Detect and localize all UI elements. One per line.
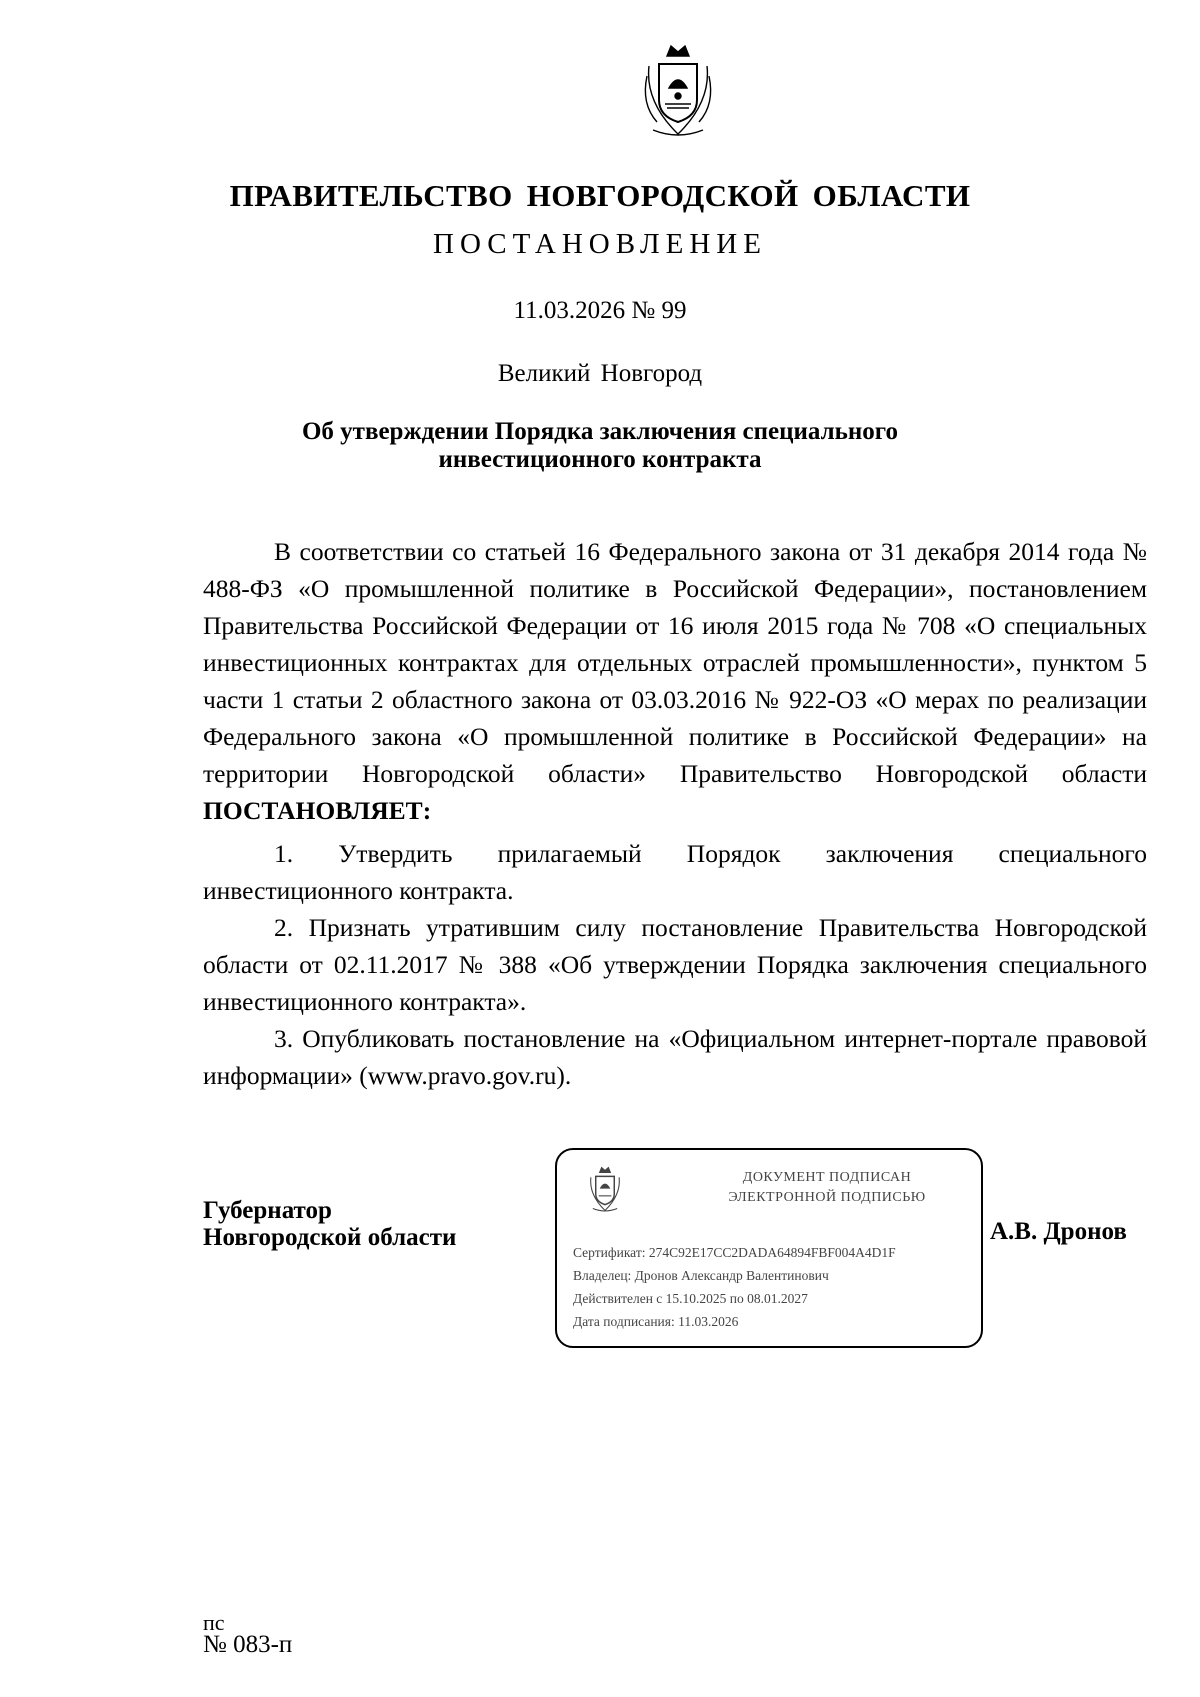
coat-of-arms-icon bbox=[585, 1164, 625, 1216]
signer-position-line2: Новгородской области bbox=[203, 1224, 457, 1251]
stamp-validity: Действителен с 15.10.2025 по 08.01.2027 bbox=[573, 1291, 808, 1306]
stamp-heading-line2: ЭЛЕКТРОННОЙ ПОДПИСЬЮ bbox=[728, 1190, 926, 1205]
stamp-heading bbox=[677, 1168, 977, 1208]
stamp-signing-date: Дата подписания: 11.03.2026 bbox=[573, 1314, 739, 1329]
document-title-line1: Об утверждении Порядка заключения специального bbox=[301, 418, 899, 445]
document-kind: ПОСТАНОВЛЕНИЕ bbox=[433, 228, 767, 260]
footer-line2: № 083-п bbox=[203, 1631, 293, 1658]
signer-position bbox=[203, 1197, 456, 1251]
e-signature-stamp bbox=[555, 1148, 983, 1348]
coat-of-arms-icon bbox=[637, 42, 719, 142]
item-2: 2. Признать утратившим силу постановление Правительства Новгородской области от 02.11.2017 № 388 «Об утверждении Порядка заключения специального инвестиционного контракта». bbox=[203, 913, 1147, 1016]
decree-word: ПОСТАНОВЛЯЕТ: bbox=[203, 796, 432, 825]
footer-line1: пс bbox=[203, 1610, 225, 1635]
preamble-text: В соответствии со статьей 16 Федерального закона от 31 декабря 2014 года № 488-ФЗ «О промышленной политике в Российской Федерации», постановлением Правительства Российской Федерации от 16 июля 2015 года № 708 «О специальных инвестиционных контрактах для отдельных отраслей промышленности», пунктом 5 части 1 статьи 2 областного закона от 03.03.2016 № 922-ОЗ «О мерах по реализации Федерального закона «О промышленной политике в Российской Федерации» на территории Новгородской области» Правительство Новгородской области bbox=[203, 537, 1147, 788]
document-city: Великий Новгород bbox=[497, 360, 703, 387]
stamp-owner: Владелец: Дронов Александр Валентинович bbox=[573, 1268, 829, 1283]
document-title bbox=[0, 418, 1200, 474]
item-3: 3. Опубликовать постановление на «Официальном интернет-портале правовой информации» (www.pravo.gov.ru). bbox=[203, 1024, 1147, 1090]
document-body bbox=[203, 533, 1147, 1094]
stamp-heading-line1: ДОКУМЕНТ ПОДПИСАН bbox=[742, 1170, 912, 1185]
document-date-number: 11.03.2026 № 99 bbox=[513, 297, 687, 324]
footer-note bbox=[203, 1612, 292, 1656]
stamp-certificate: Сертификат: 274C92E17CC2DADA64894FBF004A4D1F bbox=[573, 1245, 896, 1260]
government-name: ПРАВИТЕЛЬСТВО НОВГОРОДСКОЙ ОБЛАСТИ bbox=[229, 178, 971, 213]
signer-position-line1: Губернатор bbox=[203, 1197, 332, 1224]
item-1: 1. Утвердить прилагаемый Порядок заключения специального инвестиционного контракта. bbox=[203, 839, 1147, 905]
stamp-details bbox=[573, 1241, 983, 1333]
preamble-paragraph bbox=[203, 533, 1147, 829]
signer-name: А.В. Дронов bbox=[990, 1218, 1127, 1245]
document-title-line2: инвестиционного контракта bbox=[438, 446, 762, 473]
